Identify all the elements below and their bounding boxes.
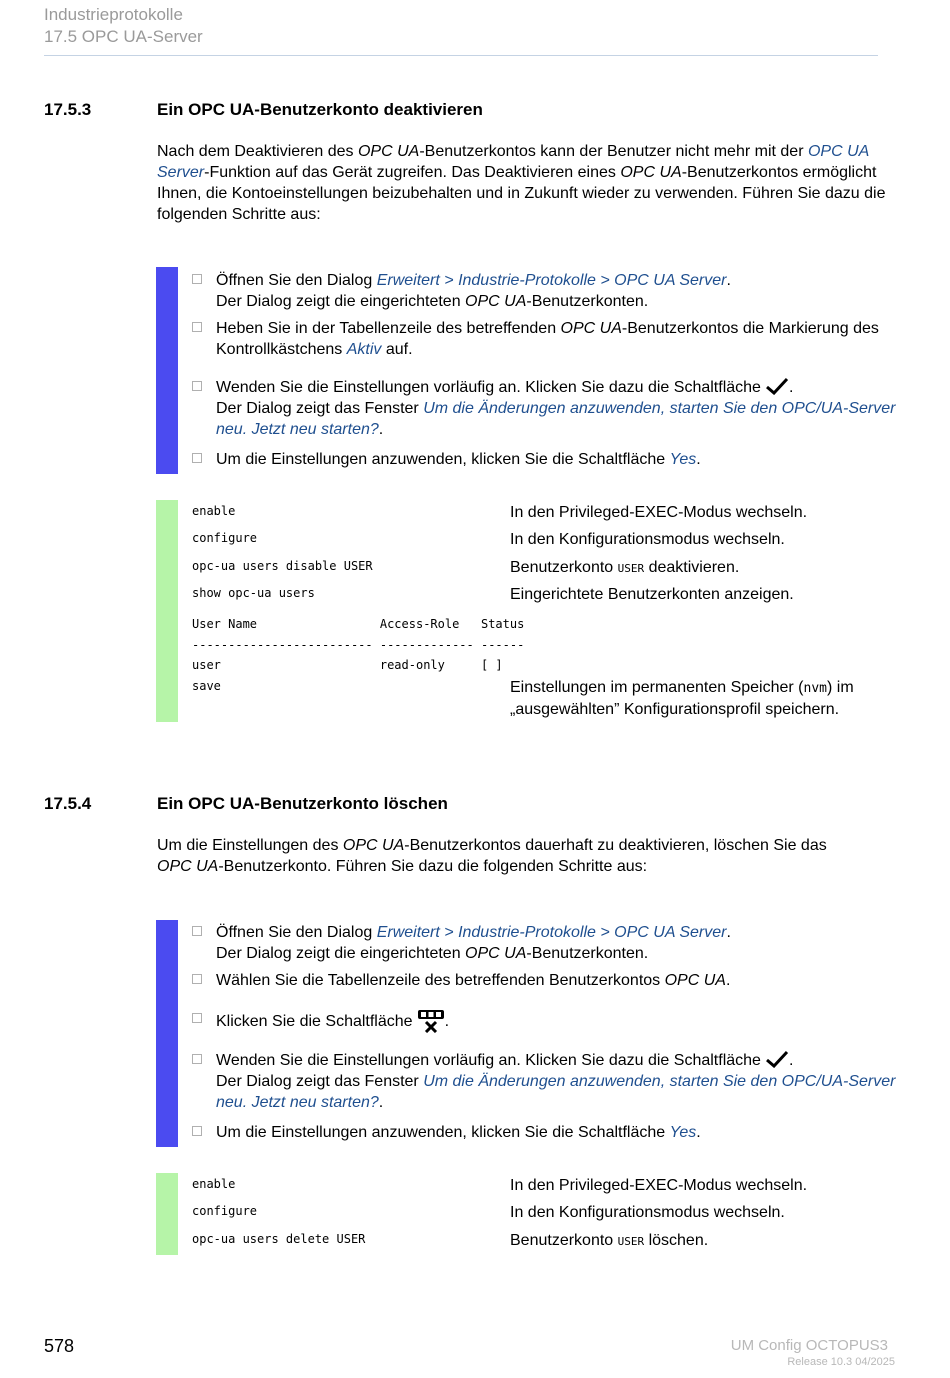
section-number: 17.5.3 — [44, 100, 92, 119]
remove-row-icon — [417, 1009, 445, 1033]
cli-description: Einstellungen im permanenten Speicher (nvm) im „ausgewählten” Konfigurationsprofil speichern. — [510, 679, 854, 718]
yes-button-label: Yes — [669, 1124, 697, 1141]
release-info: Release 10.3 04/2025 — [787, 1356, 895, 1368]
check-icon — [765, 1050, 789, 1068]
instruction-step: Öffnen Sie den Dialog Erweitert > Industrie-Protokolle > OPC UA Server. Der Dialog zeigt die eingerichteten OPC UA-Benutzerkonten. — [192, 270, 897, 312]
document-title: UM Config OCTOPUS3 — [730, 1337, 888, 1354]
header-divider — [44, 55, 878, 56]
instruction-step: Wenden Sie die Einstellungen vorläufig an. Klicken Sie dazu die Schaltfläche . Der Dialog zeigt das Fenster Um die Änderungen anzuwenden, starten Sie den OPC/UA-Server neu. Jetzt neu starten?. — [192, 1050, 897, 1113]
step-checkbox-icon — [192, 453, 202, 463]
cli-description: Benutzerkonto USER löschen. — [510, 1232, 709, 1249]
cli-description: In den Konfigurationsmodus wechseln. — [510, 531, 785, 548]
cli-description: In den Konfigurationsmodus wechseln. — [510, 1204, 785, 1221]
restart-dialog-link[interactable]: Um die Änderungen anzuwenden, starten Sie den OPC/UA-Server neu. Jetzt neu starten? — [216, 1073, 896, 1111]
dialog-path-link[interactable]: Erweitert > Industrie-Protokolle > OPC UA Server — [376, 924, 727, 941]
cli-command: configure — [192, 531, 258, 545]
cli-command: enable — [192, 1177, 236, 1191]
cli-command: show opc-ua users — [192, 586, 315, 600]
opc-ua-server-link[interactable]: OPC UA Server — [157, 143, 869, 181]
step-checkbox-icon — [192, 1013, 202, 1023]
cli-command: opc-ua users delete USER — [192, 1232, 366, 1246]
cli-command: opc-ua users disable USER — [192, 559, 373, 573]
dialog-path-link[interactable]: Erweitert > Industrie-Protokolle > OPC UA Server — [376, 272, 727, 289]
aktiv-checkbox-label: Aktiv — [346, 341, 382, 358]
instruction-step: Heben Sie in der Tabellenzeile des betreffenden OPC UA-Benutzerkontos die Markierung des Kontrollkästchens Aktiv auf. — [192, 318, 897, 360]
cli-command: enable — [192, 504, 236, 518]
step-checkbox-icon — [192, 322, 202, 332]
instruction-step: Öffnen Sie den Dialog Erweitert > Industrie-Protokolle > OPC UA Server. Der Dialog zeigt die eingerichteten OPC UA-Benutzerkonten. — [192, 922, 897, 964]
running-header-chapter: Industrieprotokolle — [44, 5, 183, 24]
instruction-step: Um die Einstellungen anzuwenden, klicken Sie die Schaltfläche Yes. — [192, 449, 897, 470]
restart-dialog-link[interactable]: Um die Änderungen anzuwenden, starten Sie den OPC/UA-Server neu. Jetzt neu starten? — [216, 400, 896, 438]
cli-description: In den Privileged-EXEC-Modus wechseln. — [510, 504, 808, 521]
instruction-bar — [156, 920, 178, 1147]
instruction-step: Wählen Sie die Tabellenzeile des betreffenden Benutzerkontos OPC UA. — [192, 970, 897, 991]
cli-bar — [156, 500, 178, 722]
cli-bar — [156, 1173, 178, 1255]
instruction-bar — [156, 267, 178, 474]
step-checkbox-icon — [192, 274, 202, 284]
instruction-step: Klicken Sie die Schaltfläche . — [192, 1009, 897, 1033]
cli-output-table: User Name Access-Role Status ------------------------- ------------- ------ user read-only [ ] — [192, 617, 525, 672]
step-checkbox-icon — [192, 974, 202, 984]
section-number: 17.5.4 — [44, 794, 92, 813]
step-checkbox-icon — [192, 926, 202, 936]
cli-command: configure — [192, 1204, 258, 1218]
check-icon — [765, 377, 789, 395]
cli-command: save — [192, 679, 221, 693]
cli-description: Benutzerkonto USER deaktivieren. — [510, 559, 740, 576]
cli-description: In den Privileged-EXEC-Modus wechseln. — [510, 1177, 808, 1194]
step-checkbox-icon — [192, 381, 202, 391]
cli-description: Eingerichtete Benutzerkonten anzeigen. — [510, 586, 794, 603]
section-intro: Um die Einstellungen des OPC UA-Benutzerkontos dauerhaft zu deaktivieren, löschen Sie das OPC UA-Benutzerkonto. Führen Sie dazu die folgenden Schritte aus: — [157, 837, 827, 875]
instruction-step: Wenden Sie die Einstellungen vorläufig an. Klicken Sie dazu die Schaltfläche . Der Dialog zeigt das Fenster Um die Änderungen anzuwenden, starten Sie den OPC/UA-Server neu. Jetzt neu starten?. — [192, 377, 897, 440]
running-header-section: 17.5 OPC UA-Server — [44, 27, 203, 46]
instruction-step: Um die Einstellungen anzuwenden, klicken Sie die Schaltfläche Yes. — [192, 1122, 897, 1143]
step-checkbox-icon — [192, 1054, 202, 1064]
step-checkbox-icon — [192, 1126, 202, 1136]
yes-button-label: Yes — [669, 451, 697, 468]
section-title: Ein OPC UA-Benutzerkonto löschen — [157, 794, 448, 813]
section-intro: Nach dem Deaktivieren des OPC UA-Benutzerkontos kann der Benutzer nicht mehr mit der OPC UA Server-Funktion auf das Gerät zugreifen. Das Deaktivieren eines OPC UA-Benutzerkontos ermöglicht Ihnen, die Kontoeinstellungen beizubehalten und in Zukunft wieder zu verwenden. Führen Sie dazu die folgenden Schritte aus: — [157, 143, 886, 223]
page-number: 578 — [44, 1336, 75, 1356]
section-title: Ein OPC UA-Benutzerkonto deaktivieren — [157, 100, 483, 119]
